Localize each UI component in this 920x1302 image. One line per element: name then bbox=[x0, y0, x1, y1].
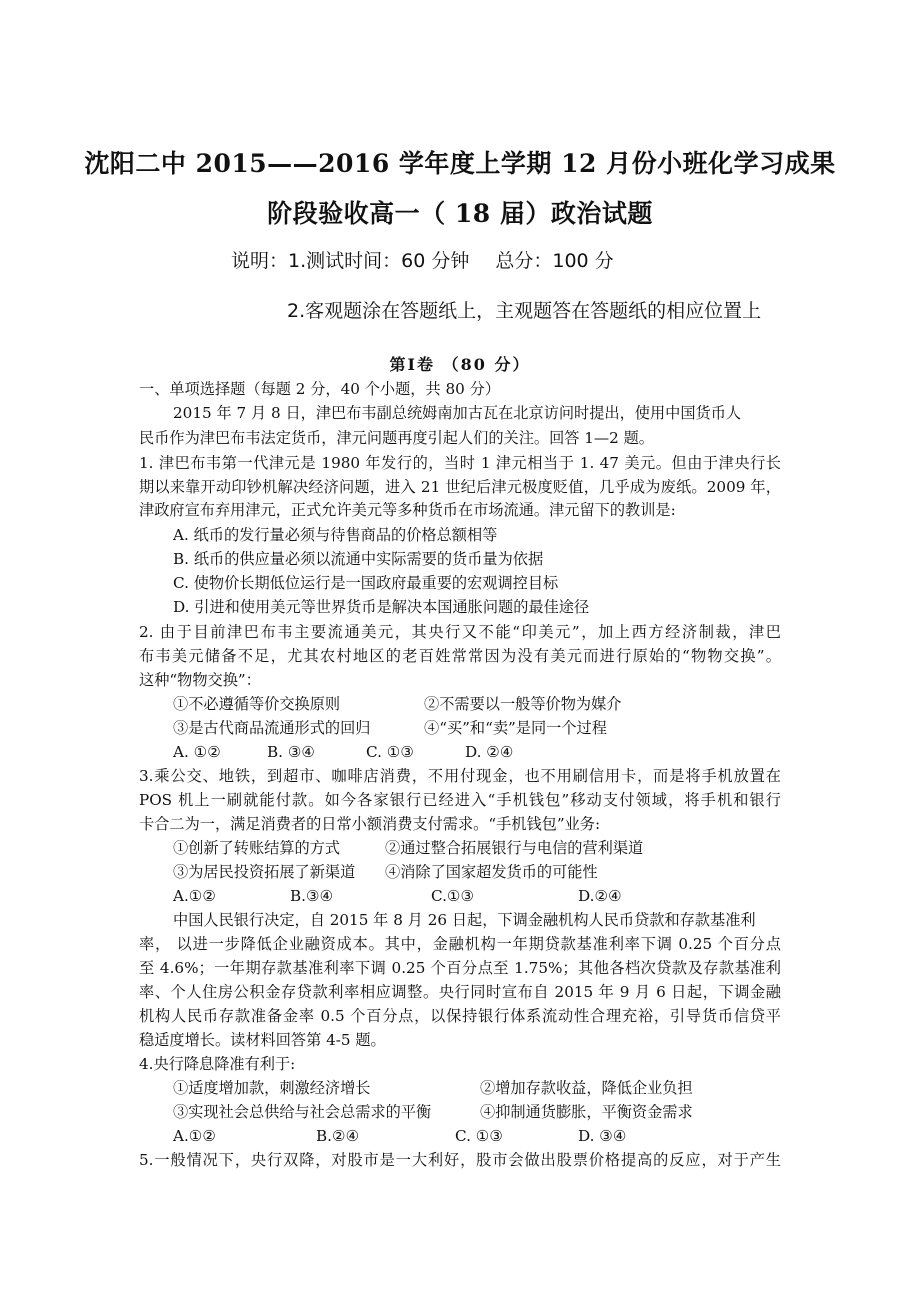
q3-stem-line2: POS 机上一刷就能付款。如今各家银行已经进入“手机钱包”移动支付领域，将手机和银行 bbox=[139, 791, 781, 809]
part-heading: 一、单项选择题（每题 2 分，40 个小题，共 80 分） bbox=[139, 380, 501, 398]
q4-choice-b: B.②④ bbox=[316, 1127, 360, 1145]
intro1-line1: 2015 年 7 月 8 日，津巴布韦副总统姆南加古瓦在北京访问时提出，使用中国货币人 bbox=[173, 404, 742, 422]
section-title: 第Ⅰ卷 （80 分） bbox=[389, 355, 531, 374]
q2-stem-line2: 布韦美元储备不足，尤其农村地区的老百姓常常因为没有美元而进行原始的“物物交换”。 bbox=[139, 647, 781, 665]
q2-choice-d: D. ②④ bbox=[465, 743, 514, 761]
q3-statement-1: ①创新了转账结算的方式 bbox=[173, 839, 341, 857]
q2-choice-a: A. ①② bbox=[173, 743, 221, 761]
q2-choice-c: C. ①③ bbox=[366, 743, 414, 761]
test-time-note: 说明：1.测试时间：60 分钟 bbox=[231, 250, 470, 272]
q3-statement-2: ②通过整合拓展银行与电信的营利渠道 bbox=[385, 839, 644, 857]
instructions-line1 bbox=[231, 246, 614, 273]
exam-title-line2: 阶段验收高一（ 18 届）政治试题 bbox=[267, 199, 653, 228]
q3-statement-3: ③为居民投资拓展了新渠道 bbox=[173, 863, 356, 881]
intro2-line6: 稳适度增长。读材料回答第 4-5 题。 bbox=[139, 1031, 386, 1049]
q1-option-a: A. 纸币的发行量必须与待售商品的价格总额相等 bbox=[173, 526, 498, 544]
q4-statement-4: ④抑制通货膨胀，平衡资金需求 bbox=[480, 1103, 693, 1121]
q2-stem-line3: 这种“物物交换”： bbox=[139, 671, 261, 689]
q3-stem-line3: 卡合二为一，满足消费者的日常小额消费支付需求。“手机钱包”业务: bbox=[139, 815, 601, 833]
q3-stem-line1: 3.乘公交、地铁，到超市、咖啡店消费，不用付现金，也不用刷信用卡，而是将手机放置在 bbox=[139, 767, 781, 785]
q1-stem-line3: 津政府宣布弃用津元，正式允许美元等多种货币在市场流通。津元留下的教训是: bbox=[139, 501, 676, 519]
intro2-line1: 中国人民银行决定，自 2015 年 8 月 26 日起，下调金融机构人民币贷款和存款基准利 bbox=[173, 911, 756, 929]
exam-title-line1: 沈阳二中 2015——2016 学年度上学期 12 月份小班化学习成果 bbox=[84, 149, 836, 178]
q4-choice-a: A.①② bbox=[173, 1127, 217, 1145]
q1-stem-line2: 期以来靠开动印钞机解决经济问题，进入 21 世纪后津元极度贬值，几乎成为废纸。2009 年， bbox=[139, 478, 781, 496]
q1-option-b: B. 纸币的供应量必须以流通中实际需要的货币量为依据 bbox=[173, 550, 544, 568]
intro2-line2: 率， 以进一步降低企业融资成本。其中，金融机构一年期贷款基准利率下调 0.25 个百分点 bbox=[139, 935, 781, 953]
intro1-line2: 民币作为津巴布韦法定货币，津元问题再度引起人们的关注。回答 1—2 题。 bbox=[139, 429, 654, 447]
q1-option-c: C. 使物价长期低位运行是一国政府最重要的宏观调控目标 bbox=[173, 574, 559, 592]
total-score-note: 总分：100 分 bbox=[495, 250, 614, 272]
q3-statement-4: ④消除了国家超发货币的可能性 bbox=[385, 863, 598, 881]
q2-statement-2: ②不需要以一般等价物为媒介 bbox=[424, 695, 622, 713]
q4-choice-d: D. ③④ bbox=[578, 1127, 627, 1145]
q5-stem-line1: 5.一般情况下，央行双降，对股市是一大利好，股市会做出股票价格提高的反应，对于产生 bbox=[139, 1151, 781, 1169]
q4-stem: 4.央行降息降准有利于: bbox=[139, 1055, 296, 1073]
q2-stem-line1: 2. 由于目前津巴布韦主要流通美元，其央行又不能“印美元”，加上西方经济制裁，津巴 bbox=[139, 623, 781, 641]
q3-choice-a: A.①② bbox=[173, 887, 217, 905]
q4-statement-3: ③实现社会总供给与社会总需求的平衡 bbox=[173, 1103, 432, 1121]
q2-statement-1: ①不必遵循等价交换原则 bbox=[173, 695, 341, 713]
intro2-line5: 机构人民币存款准备金率 0.5 个百分点，以保持银行体系流动性合理充裕，引导货币信贷平 bbox=[139, 1007, 781, 1025]
q1-option-d: D. 引进和使用美元等世界货币是解决本国通胀问题的最佳途径 bbox=[173, 598, 590, 616]
q1-stem-line1: 1. 津巴布韦第一代津元是 1980 年发行的，当时 1 津元相当于 1. 47 美元。但由于津央行长 bbox=[139, 454, 781, 472]
q2-choice-b: B. ③④ bbox=[267, 743, 316, 761]
q2-statement-3: ③是古代商品流通形式的回归 bbox=[173, 719, 371, 737]
q2-statement-4: ④“买”和“卖”是同一个过程 bbox=[424, 719, 607, 737]
q4-statement-1: ①适度增加款，刺激经济增长 bbox=[173, 1079, 371, 1097]
q4-statement-2: ②增加存款收益，降低企业负担 bbox=[480, 1079, 693, 1097]
q3-choice-d: D.②④ bbox=[578, 887, 622, 905]
q4-choice-c: C. ①③ bbox=[455, 1127, 503, 1145]
intro2-line4: 率、个人住房公积金存贷款利率相应调整。央行同时宣布自 2015 年 9 月 6 日起，下调金融 bbox=[139, 983, 781, 1001]
instructions-line2: 2.客观题涂在答题纸上，主观题答在答题纸的相应位置上 bbox=[287, 300, 762, 322]
q3-choice-b: B.③④ bbox=[290, 887, 334, 905]
intro2-line3: 至 4.6%；一年期存款基准利率下调 0.25 个百分点至 1.75%；其他各档次贷款及存款基准利 bbox=[139, 959, 781, 977]
q3-choice-c: C.①③ bbox=[431, 887, 475, 905]
